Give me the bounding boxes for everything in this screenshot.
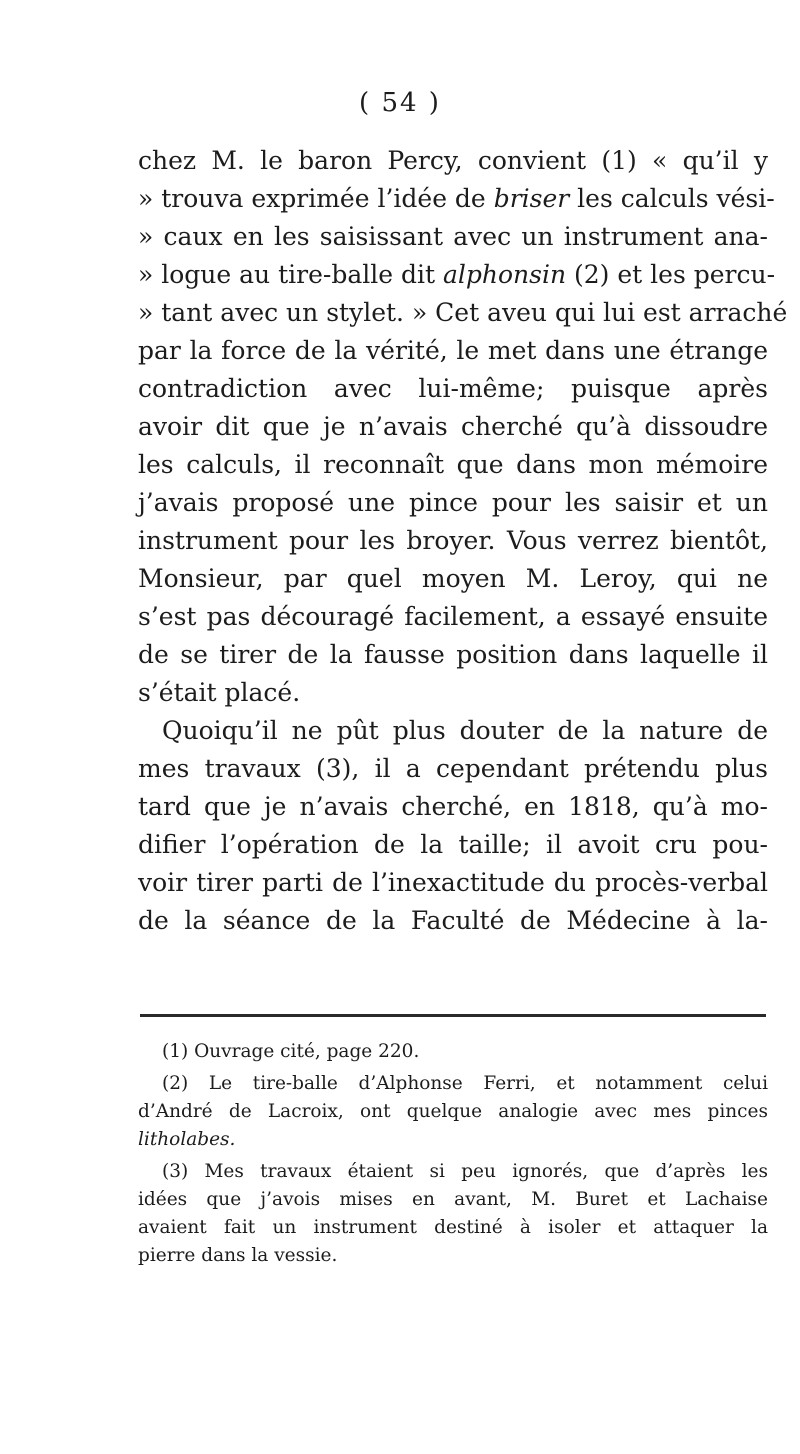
body-line: j’avais proposé une pince pour les saisir et un bbox=[138, 488, 768, 517]
body-line: avoir dit que je n’avais cherché qu’à dissoudre bbox=[138, 412, 768, 441]
body-line: contradiction avec lui-même; puisque après bbox=[138, 374, 768, 403]
footnote-line: (3) Mes travaux étaient si peu ignorés, que d’après les bbox=[162, 1161, 768, 1182]
page-number: ( 54 ) bbox=[359, 88, 441, 118]
body-line: instrument pour les broyer. Vous verrez bientôt, bbox=[138, 526, 768, 555]
body-line: » tant avec un stylet. » Cet aveu qui lui est arraché bbox=[138, 298, 788, 327]
footnote-line: d’André de Lacroix, ont quelque analogie avec mes pinces bbox=[138, 1101, 768, 1122]
footnote-line: pierre dans la vessie. bbox=[138, 1245, 338, 1266]
body-line: Monsieur, par quel moyen M. Leroy, qui ne bbox=[138, 564, 768, 593]
body-line: mes travaux (3), il a cependant prétendu plus bbox=[138, 754, 768, 783]
body-line: tard que je n’avais cherché, en 1818, qu’à mo- bbox=[138, 792, 768, 821]
body-line: de la séance de la Faculté de Médecine à la- bbox=[138, 906, 768, 935]
footnote-line: avaient fait un instrument destiné à isoler et attaquer la bbox=[138, 1217, 768, 1238]
body-line: voir tirer parti de l’inexactitude du procès-verbal bbox=[138, 868, 768, 897]
body-line: de se tirer de la fausse position dans laquelle il bbox=[138, 640, 768, 669]
footnote-line: (1) Ouvrage cité, page 220. bbox=[162, 1041, 420, 1062]
body-line: » caux en les saisissant avec un instrument ana- bbox=[138, 222, 768, 251]
body-line: » logue au tire-balle dit alphonsin (2) et les percu- bbox=[138, 260, 776, 289]
body-line: les calculs, il reconnaît que dans mon mémoire bbox=[138, 450, 768, 479]
body-line: par la force de la vérité, le met dans une étrange bbox=[138, 336, 768, 365]
footnotes bbox=[138, 1038, 768, 1270]
body-line: s’est pas découragé facilement, a essayé ensuite bbox=[138, 602, 768, 631]
italic-term: briser bbox=[493, 184, 570, 213]
italic-term: alphonsin bbox=[442, 260, 567, 289]
body-line: Quoiqu’il ne pût plus douter de la nature de bbox=[162, 716, 768, 745]
footnote-line: idées que j’avois mises en avant, M. Buret et Lachaise bbox=[138, 1189, 768, 1210]
body-line: chez M. le baron Percy, convient (1) « qu’il y bbox=[138, 146, 768, 175]
body-text bbox=[138, 142, 788, 940]
body-line: » trouva exprimée l’idée de briser les calculs vési- bbox=[138, 184, 775, 213]
footnote-line bbox=[138, 1126, 768, 1154]
italic-term: litholabes. bbox=[138, 1129, 236, 1150]
footnote-divider bbox=[140, 1014, 766, 1017]
body-line: s’était placé. bbox=[138, 678, 301, 707]
footnote-line: (2) Le tire-balle d’Alphonse Ferri, et notamment celui bbox=[162, 1073, 768, 1094]
body-line: difier l’opération de la taille; il avoit cru pou- bbox=[138, 830, 768, 859]
